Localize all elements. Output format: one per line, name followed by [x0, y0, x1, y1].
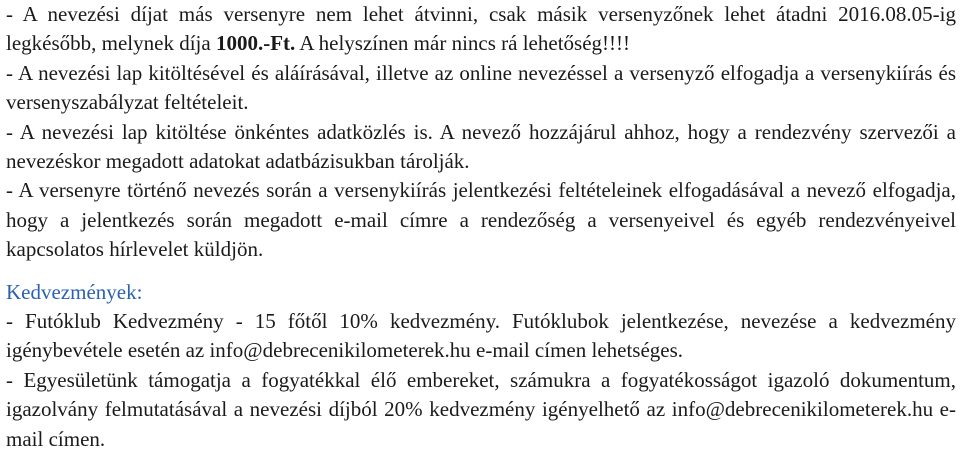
transfer-fee-note: A helyszínen már nincs rá lehetőség!!!!: [295, 31, 630, 56]
transfer-fee-amount: 1000.-Ft.: [215, 31, 296, 56]
section-spacer: [6, 265, 956, 278]
paragraph-newsletter: - A versenyre történő nevezés során a versenykiírás jelentkezési feltételeinek elfogadásával a nevező elfogadja, hogy a jelentkezés során megadott e-mail címre a rendezőség a versenyeivel és egyéb rendezvényeivel kapcsolatos hírlevelet küldjön.: [6, 178, 956, 262]
paragraph-acceptance: - A nevezési lap kitöltésével és aláírásával, illetve az online nevezéssel a versenyző elfogadja a versenykiírás és versenyszabályzat feltételeit.: [6, 60, 956, 115]
document-body: [6, 0, 956, 454]
paragraph-data-consent: - A nevezési lap kitöltése önkéntes adatközlés is. A nevező hozzájárul ahhoz, hogy a rendezvény szervezői a nevezéskor megadott adatokat adatbázisukban tárolják.: [6, 119, 956, 174]
transfer-fee-text: - A nevezési díjat más versenyre nem lehet átvinni, csak másik versenyzőnek lehet átadni 2016.08.05-ig legkésőbb, melynek díja: [6, 2, 956, 56]
paragraph-disability-discount: - Egyesületünk támogatja a fogyatékkal élő embereket, számukra a fogyatékosságot igazoló dokumentum, igazolvány felmutatásával a nevezési díjból 20% kedvezmény igényelhető az info@debrecenikilometerek.hu e-mail címen.: [6, 367, 956, 451]
paragraph-club-discount: - Futóklub Kedvezmény - 15 főtől 10% kedvezmény. Futóklubok jelentkezése, nevezése a kedvezmény igénybevétele esetén az info@debrecenikilometerek.hu e-mail címen lehetséges.: [6, 309, 956, 363]
paragraph-transfer-fee: [6, 0, 956, 59]
section-heading-discounts: Kedvezmények:: [6, 279, 143, 304]
